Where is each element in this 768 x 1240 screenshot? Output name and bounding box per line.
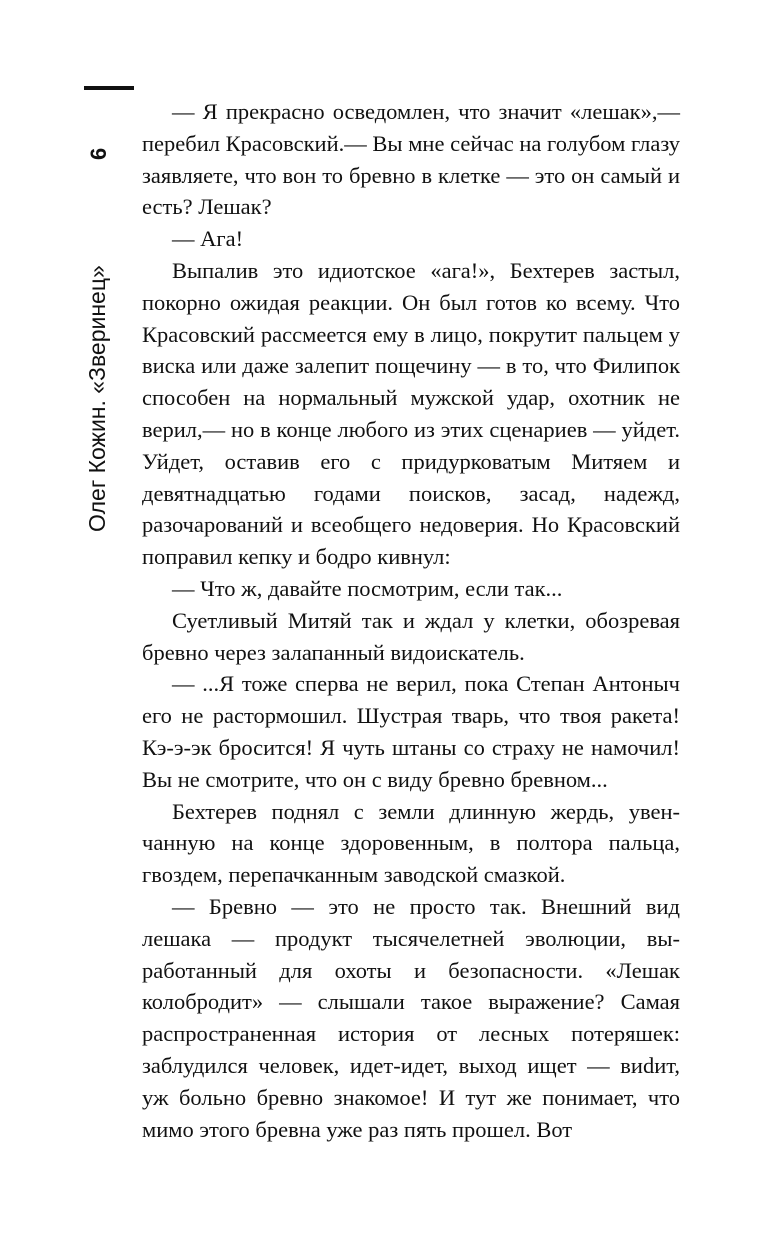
body-text [142,96,680,1145]
paragraph: — Бревно — это не просто так. Внешний вид лешака — продукт тысячелетней эволюции, выработанный для охоты и безопасности. «Лешак колобродит» — слышали такое выражение? Самая распространенная история от лесных потеряшек: заблудился человек, идет-идет, выход ищет — виdит, уж больно бревно знакомое! И тут же понимает, что мимо этого бревна уже раз пять прошел. Вот [142,893,680,1142]
paragraph: Бехтерев поднял с земли длинную жердь, увенчанную на конце здоровенным, в полтора пальца, гвоздем, перепачканным заводской смазкой. [142,798,680,888]
paragraph: — ...Я тоже сперва не верил, пока Степан Антоныч его не растормошил. Шустрая тварь, что твоя ракета! Кэ-э-эк бросится! Я чуть штаны со страху не намочил! Вы не смотрите, что он с виду бревно бревном... [142,671,680,792]
paragraph: — Я прекрасно осведомлен, что значит «лешак»,— перебил Красовский.— Вы мне сейчас на голубом глазу заявляете, что вон то бревно в клетке — это он самый и есть? Лешак? [142,99,680,220]
paragraph: Суетливый Митяй так и ждал у клетки, обозревая бревно через залапанный видоискатель. [142,607,680,665]
paragraph: Выпалив это идиотское «ага!», Бехтерев застыл, покорно ожидая реакции. Он был готов ко всему. Что Красовский рассмеется ему в лицо, покрутит пальцем у виска или даже залепит пощечину — в то, что Филипок способен на нормальный мужской удар, охотник не верил,— но в конце любого из этих сценариев — уйдет. Уйдет, оставив его с придурковатым Митяем и девятнадцатью годами поисков, засад, надежд, разочарований и всеобщего недоверия. Но Красовский поправил кепку и бодро кивнул: [142,257,680,570]
page-number: 6 [86,147,111,160]
paragraph: — Что ж, давайте посмотрим, если так... [172,575,563,601]
header-rule [84,86,134,90]
running-head: Олег Кожин. «Зверинец» [84,265,110,532]
paragraph: — Ага! [172,226,244,252]
